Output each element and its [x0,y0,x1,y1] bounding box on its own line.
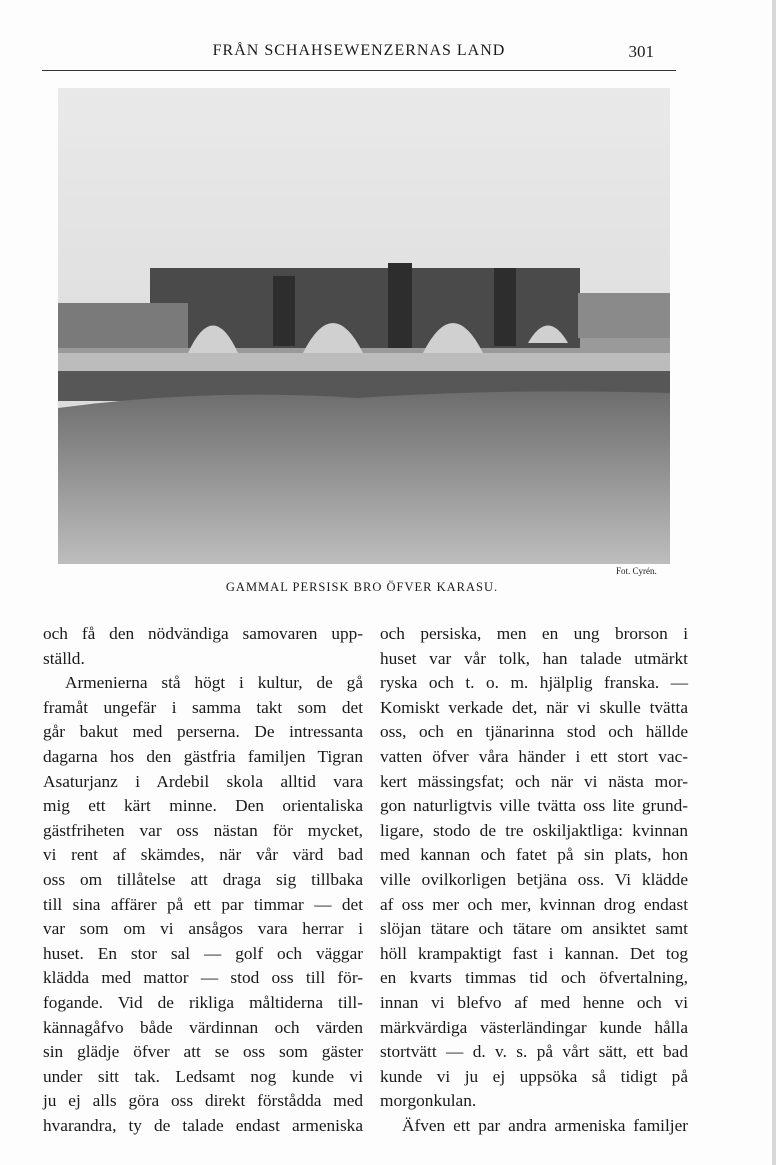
text-line: under sitt tak. Ledsamt nog kunde vi [43,1066,363,1086]
page-edge [772,0,776,1165]
text-line: med kannan och fatet på sin plats, hon [380,845,688,865]
text-line: och få den nödvändiga samovaren upp- [43,624,363,643]
text-line: oss, och en tjänarinna stod och hällde [380,722,688,742]
text-line: sin glädje öfver att se oss som gäster [43,1042,363,1062]
right-text-column [380,622,688,1138]
text-line: kunde vi ju ej uppsöka så tidigt på [380,1066,688,1086]
text-line: ju ej alls göra oss direkt förstådda med [43,1091,363,1111]
running-header [42,42,676,64]
text-line: kännagåfvo både värdinnan och värden [43,1017,363,1037]
text-line: mig ett kärt minne. Den orientaliska [43,796,363,816]
text-line: Komiskt verkade det, när vi skulle tvätta [380,697,688,717]
text-line: var som om vi ansågos vara herrar i [43,919,363,939]
text-line: kert mässingsfat; och när vi nästa mor- [380,771,688,791]
text-line: klädda med mattor — stod oss till för- [43,968,363,988]
text-line: märkvärdiga västerländingar kunde hålla [380,1017,688,1037]
text-line: morgonkulan. [380,1091,477,1111]
text-line: hvarandra, ty de talade endast armeniska [43,1115,363,1135]
text-line: innan vi blefvo af med henne och vi [380,992,688,1012]
text-line: till sina affärer på ett par timmar — det [43,894,363,914]
left-text-column [43,622,363,1138]
text-line: Armenierna stå högt i kultur, de gå [65,673,363,693]
text-line: höll krampaktigt fast i kannan. Det tog [380,943,688,963]
bridge-photograph [58,88,670,564]
text-line: framåt ungefär i samma takt som det [43,697,363,717]
text-line: och persiska, men en ung brorson i [380,624,688,643]
text-line: ställd. [43,648,85,668]
text-line: Äfven ett par andra armeniska familjer [402,1115,688,1135]
text-line: gon naturligtvis ville tvätta oss lite grund- [380,796,688,816]
text-line: fogande. Vid de rikliga måltiderna till- [43,992,363,1012]
text-line: vatten öfver våra händer i ett stort vac- [380,746,688,766]
text-line: oss om tillåtelse att draga sig tillbaka [43,869,363,889]
text-line: Asaturjanz i Ardebil skola alltid vara [43,771,363,791]
text-line: ryska och t. o. m. hjälplig franska. — [380,673,688,693]
text-line: ligare, stodo de tre oskiljaktliga: kvinnan [380,820,688,840]
text-line: dagarna hos den gästfria familjen Tigran [43,746,363,766]
figure-caption: GAMMAL PERSISK BRO ÖFVER KARASU. [225,580,499,594]
header-rule [42,70,676,71]
page-number: 301 [628,42,654,61]
text-line: slöjan tätare och tätare om ansiktet samt [380,919,688,939]
text-line: af oss mer och mer, kvinnan drog endast [380,894,688,914]
text-line: huset var vår tolk, han talade utmärkt [380,648,688,668]
text-line: vi rent af skämdes, när vår värd bad [43,845,363,865]
text-line: ville ovilkorligen betjäna oss. Vi klädde [380,869,688,889]
photo-credit: Fot. Cyrén. [616,566,657,576]
running-title: FRÅN SCHAHSEWENZERNAS LAND [212,42,506,59]
text-line: stortvätt — d. v. s. på vårt sätt, ett bad [380,1042,688,1062]
text-line: går bakut med perserna. De intressanta [43,722,363,742]
text-line: gästfriheten var oss nästan för mycket, [43,820,363,840]
text-line: en kvarts timmas tid och öfvertalning, [380,968,688,988]
text-line: huset. En stor sal — golf och väggar [43,943,363,963]
